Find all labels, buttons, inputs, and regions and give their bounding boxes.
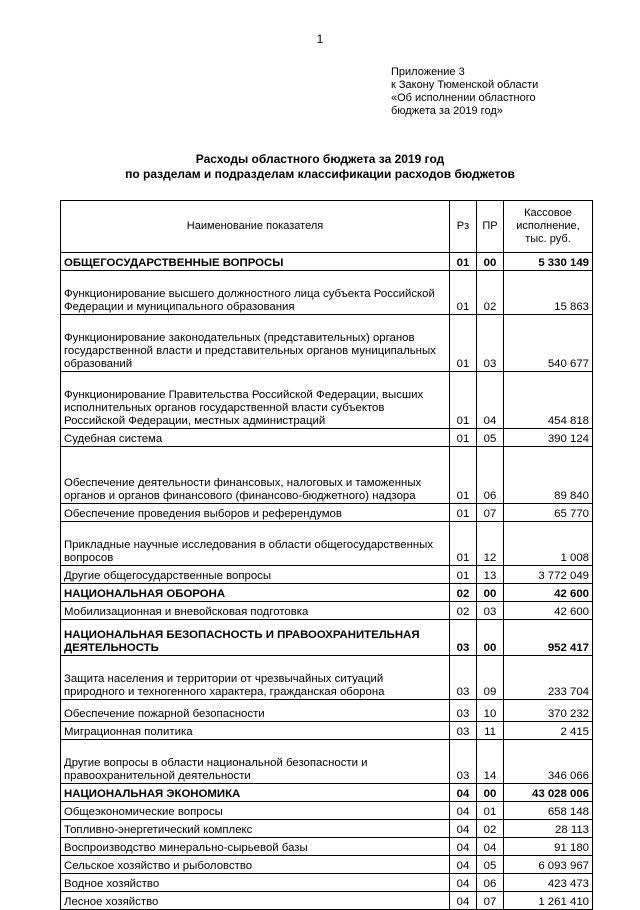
cell-name: Мобилизационная и вневойсковая подготовка (61, 602, 450, 620)
cell-sum: 1 008 (504, 522, 593, 566)
cell-name: Другие вопросы в области национальной безопасности и правоохранительной деятельности (61, 740, 450, 784)
cell-sum: 658 148 (504, 802, 593, 820)
cell-rz: 04 (450, 838, 477, 856)
table-section-row (61, 784, 593, 802)
cell-pr: 05 (477, 856, 504, 874)
cell-name: Обеспечение деятельности финансовых, налоговых и таможенных органов и органов финансового (финансово-бюджетного) надзора (61, 447, 450, 504)
cell-sum: 42 600 (504, 602, 593, 620)
cell-sum: 28 113 (504, 820, 593, 838)
cell-sum: 15 863 (504, 271, 593, 315)
cell-name: Судебная система (61, 429, 450, 447)
table-row (61, 874, 593, 892)
cell-rz: 04 (450, 874, 477, 892)
appendix-line: к Закону Тюменской области (391, 79, 539, 91)
cell-name: Функционирование Правительства Российской Федерации, высших исполнительных органов государственной власти субъектов Российской Федерации, местных администраций (61, 372, 450, 429)
table-row (61, 656, 593, 700)
page-number: 1 (316, 32, 324, 46)
table-row (61, 838, 593, 856)
table-row (61, 722, 593, 740)
cell-pr: 00 (477, 253, 504, 271)
cell-pr: 07 (477, 892, 504, 910)
cell-sum: 89 840 (504, 447, 593, 504)
table-row (61, 892, 593, 910)
cell-pr: 00 (477, 784, 504, 802)
cell-sum: 65 770 (504, 504, 593, 522)
cell-name: Защита населения и территории от чрезвычайных ситуаций природного и техногенного характера, гражданская оборона (61, 656, 450, 700)
cell-rz: 01 (450, 566, 477, 584)
table-section-row (61, 620, 593, 656)
cell-pr: 06 (477, 874, 504, 892)
cell-pr: 12 (477, 522, 504, 566)
title-line-1: Расходы областного бюджета за 2019 год (195, 152, 445, 166)
table-row (61, 447, 593, 504)
cell-rz: 04 (450, 892, 477, 910)
cell-name: Лесное хозяйство (61, 892, 450, 910)
cell-name: Обеспечение проведения выборов и референдумов (61, 504, 450, 522)
cell-pr: 09 (477, 656, 504, 700)
cell-rz: 02 (450, 584, 477, 602)
cell-rz: 01 (450, 447, 477, 504)
cell-rz: 01 (450, 372, 477, 429)
cell-rz: 03 (450, 740, 477, 784)
table-row (61, 820, 593, 838)
cell-rz: 04 (450, 856, 477, 874)
cell-name: ОБЩЕГОСУДАРСТВЕННЫЕ ВОПРОСЫ (61, 253, 450, 271)
cell-rz: 03 (450, 620, 477, 656)
table-row (61, 566, 593, 584)
cell-sum: 42 600 (504, 584, 593, 602)
appendix-line: бюджета за 2019 год» (391, 105, 503, 117)
cell-sum: 346 066 (504, 740, 593, 784)
cell-rz: 01 (450, 315, 477, 372)
table-row (61, 429, 593, 447)
cell-name: Топливно-энергетический комплекс (61, 820, 450, 838)
cell-name: Воспроизводство минерально-сырьевой базы (61, 838, 450, 856)
cell-rz: 04 (450, 802, 477, 820)
cell-rz: 01 (450, 271, 477, 315)
cell-name: Водное хозяйство (61, 874, 450, 892)
table-row (61, 700, 593, 722)
cell-sum: 3 772 049 (504, 566, 593, 584)
table-body (61, 253, 593, 910)
table-row (61, 271, 593, 315)
cell-pr: 00 (477, 620, 504, 656)
cell-pr: 05 (477, 429, 504, 447)
cell-rz: 04 (450, 820, 477, 838)
cell-rz: 03 (450, 700, 477, 722)
cell-name: Обеспечение пожарной безопасности (61, 700, 450, 722)
cell-rz: 01 (450, 504, 477, 522)
cell-pr: 03 (477, 602, 504, 620)
cell-sum: 370 232 (504, 700, 593, 722)
cell-sum: 5 330 149 (504, 253, 593, 271)
cell-pr: 02 (477, 271, 504, 315)
table-row (61, 856, 593, 874)
cell-sum: 423 473 (504, 874, 593, 892)
cell-rz: 01 (450, 522, 477, 566)
cell-name: НАЦИОНАЛЬНАЯ БЕЗОПАСНОСТЬ И ПРАВООХРАНИТЕЛЬНАЯ ДЕЯТЕЛЬНОСТЬ (61, 620, 450, 656)
cell-rz: 03 (450, 656, 477, 700)
table-row (61, 740, 593, 784)
table-row (61, 602, 593, 620)
cell-pr: 07 (477, 504, 504, 522)
cell-pr: 02 (477, 820, 504, 838)
header-sum: Кассовое исполнение, тыс. руб. (504, 201, 593, 253)
cell-pr: 14 (477, 740, 504, 784)
cell-name: НАЦИОНАЛЬНАЯ ОБОРОНА (61, 584, 450, 602)
cell-pr: 04 (477, 838, 504, 856)
cell-rz: 01 (450, 429, 477, 447)
table-section-row (61, 253, 593, 271)
cell-pr: 11 (477, 722, 504, 740)
table-row (61, 504, 593, 522)
cell-name: Общеэкономические вопросы (61, 802, 450, 820)
appendix-line: Приложение 3 (391, 66, 465, 78)
table-row (61, 315, 593, 372)
title-line-2: по разделам и подразделам классификации расходов бюджетов (125, 167, 515, 181)
header-name: Наименование показателя (61, 201, 450, 253)
cell-rz: 04 (450, 784, 477, 802)
cell-rz: 02 (450, 602, 477, 620)
cell-name: Функционирование законодательных (представительных) органов государственной власти и представительных органов муниципальных образований (61, 315, 450, 372)
table-section-row (61, 584, 593, 602)
appendix-note (391, 66, 631, 118)
cell-pr: 04 (477, 372, 504, 429)
cell-name: НАЦИОНАЛЬНАЯ ЭКОНОМИКА (61, 784, 450, 802)
cell-name: Другие общегосударственные вопросы (61, 566, 450, 584)
cell-sum: 1 261 410 (504, 892, 593, 910)
cell-name: Миграционная политика (61, 722, 450, 740)
cell-sum: 390 124 (504, 429, 593, 447)
cell-pr: 13 (477, 566, 504, 584)
cell-name: Функционирование высшего должностного лица субъекта Российской Федерации и муниципального образования (61, 271, 450, 315)
cell-pr: 06 (477, 447, 504, 504)
table-header-row (61, 201, 593, 253)
header-pr: ПР (477, 201, 504, 253)
cell-name: Сельское хозяйство и рыболовство (61, 856, 450, 874)
cell-sum: 540 677 (504, 315, 593, 372)
cell-sum: 2 415 (504, 722, 593, 740)
cell-sum: 233 704 (504, 656, 593, 700)
cell-sum: 91 180 (504, 838, 593, 856)
table-row (61, 372, 593, 429)
cell-sum: 43 028 006 (504, 784, 593, 802)
cell-pr: 00 (477, 584, 504, 602)
cell-pr: 10 (477, 700, 504, 722)
cell-pr: 01 (477, 802, 504, 820)
cell-rz: 03 (450, 722, 477, 740)
cell-sum: 952 417 (504, 620, 593, 656)
cell-sum: 454 818 (504, 372, 593, 429)
cell-sum: 6 093 967 (504, 856, 593, 874)
cell-name: Прикладные научные исследования в области общегосударственных вопросов (61, 522, 450, 566)
expenditure-table (60, 200, 593, 910)
cell-pr: 03 (477, 315, 504, 372)
header-rz: Рз (450, 201, 477, 253)
appendix-line: «Об исполнении областного (391, 92, 536, 104)
document-title (0, 152, 640, 182)
cell-rz: 01 (450, 253, 477, 271)
table-row (61, 802, 593, 820)
table-row (61, 522, 593, 566)
